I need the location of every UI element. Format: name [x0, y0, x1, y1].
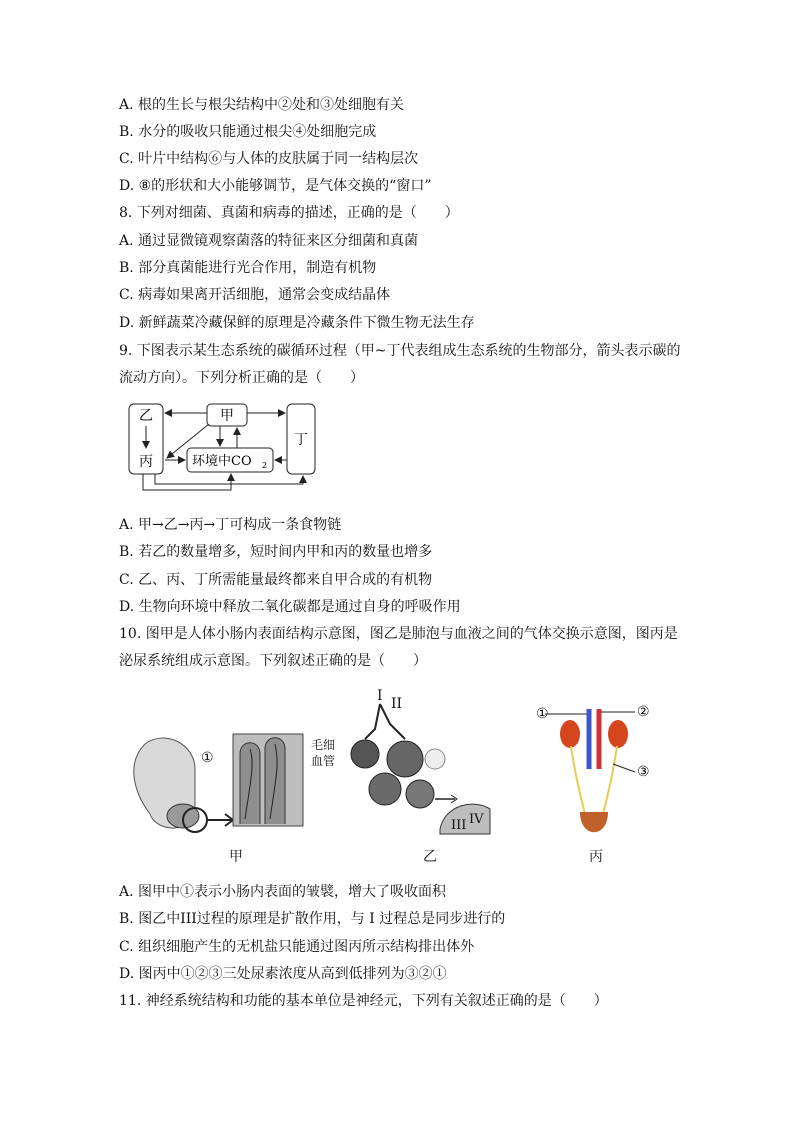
- fig-jia-label: 甲: [229, 849, 243, 865]
- q10-figures: [125, 684, 665, 874]
- fig-jia-mark-1: ①: [201, 750, 214, 766]
- label-co2-subscript: 2: [262, 461, 268, 470]
- q8-stem: 8. 下列对细菌、真菌和病毒的描述，正确的是（ ）: [119, 205, 459, 221]
- fig-yi-label: 乙: [423, 849, 437, 865]
- q10-stem-line1: 10. 图甲是人体小肠内表面结构示意图，图乙是肺泡与血液之间的气体交换示意图，图丙是: [119, 626, 678, 642]
- q9-option-a: A. 甲→乙→丙→丁可构成一条食物链: [119, 517, 342, 533]
- q7-option-b: B. 水分的吸收只能通过根尖④处细胞完成: [119, 124, 377, 140]
- q7-option-c: C. 叶片中结构⑥与人体的皮肤属于同一结构层次: [119, 151, 419, 167]
- q8-option-b: B. 部分真菌能进行光合作用，制造有机物: [119, 260, 377, 276]
- label-ding: 丁: [294, 432, 308, 448]
- q8-option-d: D. 新鲜蔬菜冷藏保鲜的原理是冷藏条件下微生物无法生存: [119, 315, 475, 331]
- q10-option-c: C. 组织细胞产生的无机盐只能通过图丙所示结构排出体外: [119, 939, 475, 955]
- fig-bing-mark-3: ③: [637, 764, 650, 780]
- fig-jia-capillary-1: 毛细: [311, 738, 336, 752]
- label-co2: 环境中CO: [192, 454, 252, 469]
- q10-option-a: A. 图甲中①表示小肠内表面的皱襞，增大了吸收面积: [119, 884, 447, 900]
- q9-stem-line1: 9. 下图表示某生态系统的碳循环过程（甲~丁代表组成生态系统的生物部分，箭头表示碳的: [119, 343, 681, 359]
- fig-bing-mark-1: ①: [536, 706, 549, 722]
- fig-jia-intestine: [125, 724, 325, 834]
- q9-option-b: B. 若乙的数量增多，短时间内甲和丙的数量也增多: [119, 544, 433, 560]
- fig-yi-mark-I: I: [377, 688, 383, 704]
- fig-yi-mark-III: III: [451, 818, 467, 833]
- fig-yi-mark-II: II: [391, 696, 403, 712]
- q10-stem-line2: 泌尿系统组成示意图。下列叙述正确的是（ ）: [119, 653, 427, 669]
- q11-stem: 11. 神经系统结构和功能的基本单位是神经元，下列有关叙述正确的是（ ）: [119, 993, 608, 1009]
- label-jia: 甲: [220, 408, 234, 424]
- q9-stem-line2: 流动方向）。下列分析正确的是（ ）: [119, 370, 364, 386]
- q8-option-c: C. 病毒如果离开活细胞，通常会变成结晶体: [119, 287, 391, 303]
- carbon-cycle-diagram: [125, 398, 325, 498]
- q7-option-a: A. 根的生长与根尖结构中②处和③处细胞有关: [119, 97, 405, 113]
- q8-option-a: A. 通过显微镜观察菌落的特征来区分细菌和真菌: [119, 233, 419, 249]
- label-yi: 乙: [139, 408, 153, 424]
- q9-option-c: C. 乙、丙、丁所需能量最终都来自甲合成的有机物: [119, 572, 433, 588]
- q10-option-d: D. 图丙中①②③三处尿素浓度从高到低排列为③②①: [119, 966, 447, 982]
- fig-jia-capillary-2: 血管: [311, 754, 336, 768]
- fig-bing-label: 丙: [589, 849, 603, 865]
- q10-option-b: B. 图乙中III过程的原理是扩散作用，与 I 过程总是同步进行的: [119, 911, 506, 927]
- q9-option-d: D. 生物向环境中释放二氧化碳都是通过自身的呼吸作用: [119, 599, 461, 615]
- q7-option-d: D. ⑧的形状和大小能够调节，是气体交换的“窗口”: [119, 178, 432, 194]
- label-bing: 丙: [139, 454, 153, 470]
- fig-yi-mark-IV: IV: [469, 812, 484, 827]
- fig-bing-mark-2: ②: [637, 704, 650, 720]
